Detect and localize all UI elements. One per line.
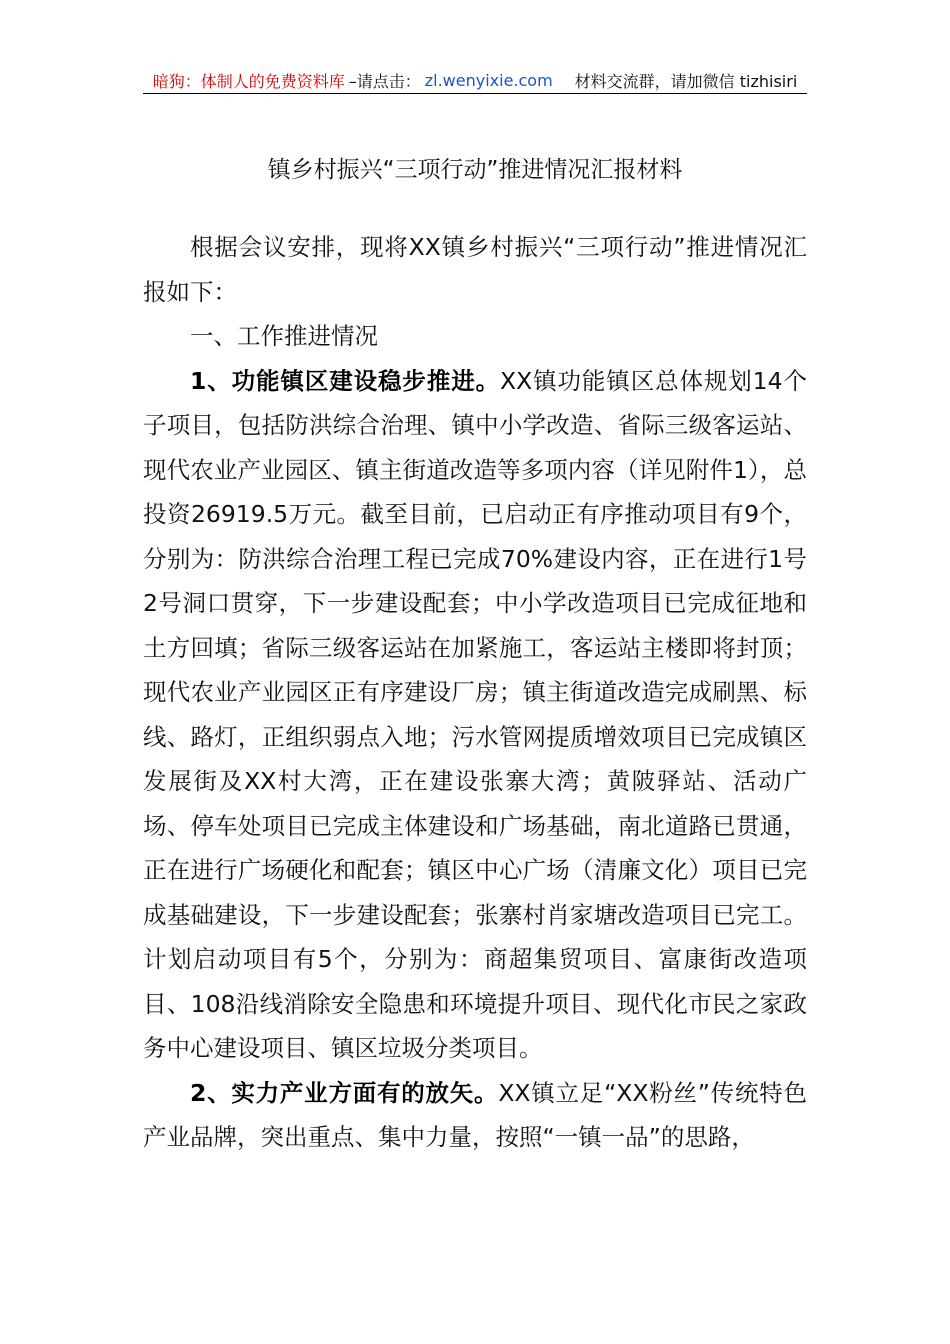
site-label: 暗狗：体制人的免费资料库 [152,71,345,91]
page-header [143,68,807,92]
header-divider [143,93,807,94]
item1-paragraph [143,359,807,1071]
intro-paragraph: 根据会议安排，现将XX镇乡村振兴“三项行动”推进情况汇报如下： [143,233,807,306]
site-url-link[interactable]: zl.wenyixie.com [424,70,553,90]
item1-body: XX镇功能镇区总体规划14个子项目，包括防洪综合治理、镇中小学改造、省际三级客运站、现代农业产业园区、镇主街道改造等多项内容（详见附件1），总投资26919.5万元。截至目前，已启动正有序推动项目有9个，分别为：防洪综合治理工程已完成70%建设内容，正在进行1号2号洞口贯穿，下一步建设配套；中小学改造项目已完成征地和土方回填；省际三级客运站在加紧施工，客运站主楼即将封顶；现代农业产业园区正有序建设厂房；镇主街道改造完成刷黑、标线、路灯，正组织弱点入地；污水管网提质增效项目已完成镇区发展街及XX村大湾，正在建设张寨大湾；黄陂驿站、活动广场、停车处项目已完成主体建设和广场基础，南北道路已贯通，正在进行广场硬化和配套；镇区中心广场（清廉文化）项目已完成基础建设，下一步建设配套；张寨村肖家塘改造项目已完工。计划启动项目有5个，分别为：商超集贸项目、富康街改造项目、108沿线消除安全隐患和环境提升项目、现代化市民之家政务中心建设项目、镇区垃圾分类项目。 [143,366,807,1062]
document-body [143,225,807,1160]
click-prompt: –请点击： [348,71,421,91]
group-note: 材料交流群，请加微信 tizhisiri [574,71,798,91]
section-heading: 一、工作推进情况 [190,322,378,350]
document-title: 镇乡村振兴“三项行动”推进情况汇报材料 [267,157,683,183]
item2-body: XX镇立足“XX粉丝”传统特色产业品牌，突出重点、集中力量，按照“一镇一品”的思路， [143,1078,807,1151]
item1-heading: 1、功能镇区建设稳步推进。 [190,366,501,395]
item2-paragraph [143,1071,807,1160]
item2-heading: 2、实力产业方面有的放矢。 [190,1078,499,1107]
